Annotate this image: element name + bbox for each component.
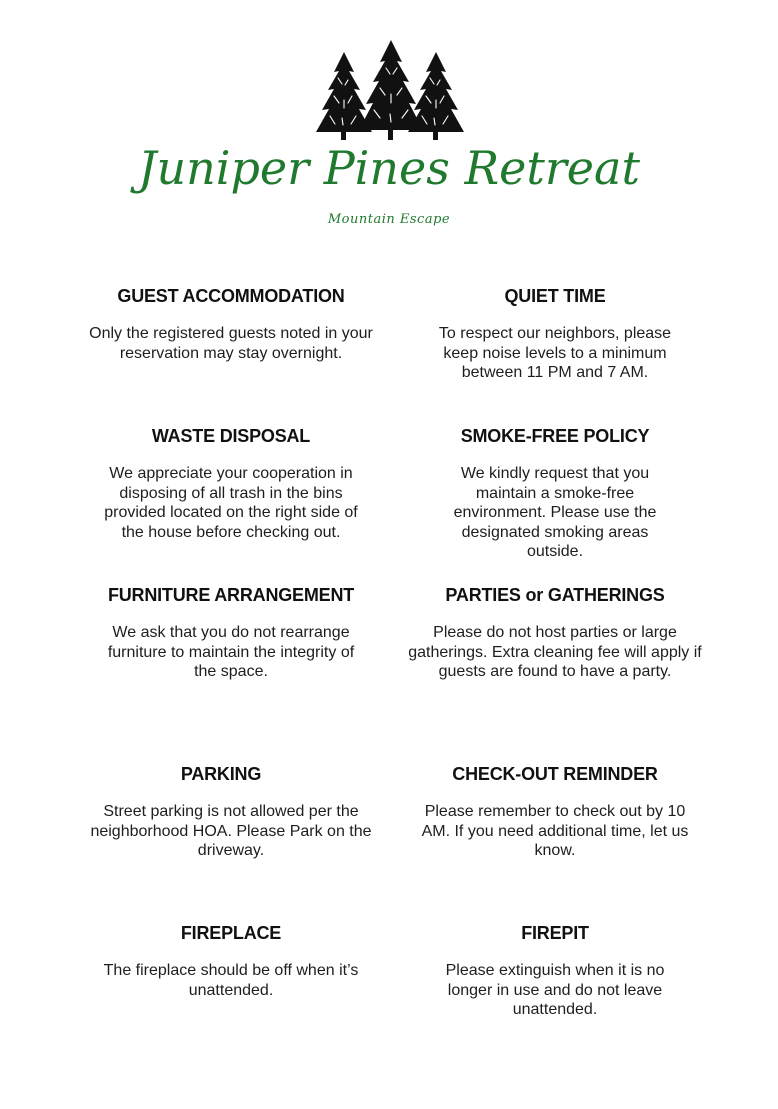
rule-parking [76, 763, 386, 861]
rule-title: FIREPLACE [180, 923, 282, 943]
rule-title: FURNITURE ARRANGEMENT [107, 585, 355, 605]
rule-check-out-reminder [400, 763, 710, 861]
rule-text: To respect our neighbors, please keep noise levels to a minimum between 11 PM and 7 AM. [438, 325, 672, 381]
rule-text: Only the registered guests noted in your reservation may stay overnight. [89, 325, 373, 362]
rule-title: QUIET TIME [504, 286, 606, 306]
rule-text: We kindly request that you maintain a smoke-free environment. Please use the designated smoking areas outside. [453, 465, 657, 560]
rule-text: Please do not host parties or large gatherings. Extra cleaning fee will apply if guests are found to have a party. [408, 624, 702, 680]
rule-text: Street parking is not allowed per the neighborhood HOA. Please Park on the driveway. [90, 803, 372, 859]
rule-title: WASTE DISPOSAL [151, 426, 311, 446]
rule-title: SMOKE-FREE POLICY [460, 426, 650, 446]
rule-text: The fireplace should be off when it’s unattended. [103, 962, 359, 999]
rule-text: Please remember to check out by 10 AM. If you need additional time, let us know. [421, 803, 689, 859]
rule-title: PARKING [180, 764, 262, 784]
rule-text: Please extinguish when it is no longer in use and do not leave unattended. [445, 962, 665, 1018]
rule-text: We appreciate your cooperation in disposing of all trash in the bins provided located on the right side of the house before checking out. [104, 465, 358, 541]
rule-parties-gatherings [400, 584, 710, 682]
rule-quiet-time [400, 285, 710, 383]
logo [0, 0, 778, 240]
rule-firepit [400, 922, 710, 1020]
three-pine-trees-icon [304, 38, 470, 140]
rule-furniture-arrangement [76, 584, 386, 682]
rule-smoke-free-policy [400, 425, 710, 562]
brand-tagline: Mountain Escape [327, 212, 451, 227]
rule-guest-accommodation [76, 285, 386, 363]
rule-title: CHECK-OUT REMINDER [452, 764, 658, 784]
rule-text: We ask that you do not rearrange furniture to maintain the integrity of the space. [107, 624, 355, 680]
brand-name: Juniper Pines Retreat [138, 141, 640, 195]
rule-waste-disposal [76, 425, 386, 542]
rule-title: FIREPIT [521, 923, 589, 943]
rule-title: GUEST ACCOMMODATION [117, 286, 345, 306]
rule-title: PARTIES or GATHERINGS [445, 585, 665, 605]
rule-fireplace [76, 922, 386, 1000]
